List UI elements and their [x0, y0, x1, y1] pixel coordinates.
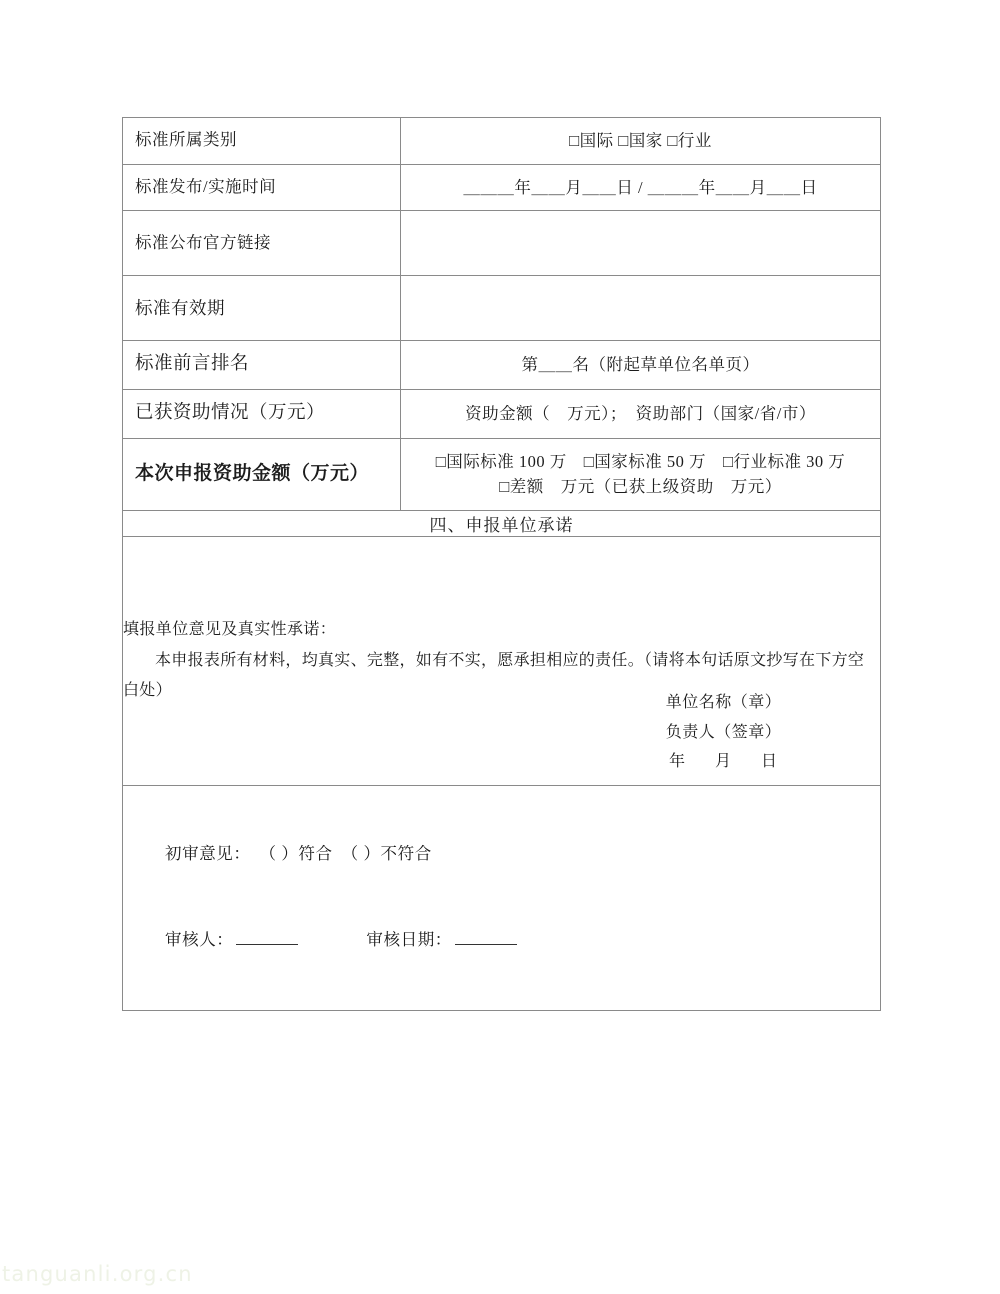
value-standard-category[interactable]: □国际 □国家 □行业 [569, 131, 712, 150]
table-row [123, 389, 881, 438]
commitment-row [123, 536, 881, 785]
row-value-cell[interactable] [401, 389, 881, 438]
label-official-link: 标准公布官方链接 [135, 232, 271, 252]
label-existing-funding: 已获资助情况（万元） [135, 402, 326, 423]
commitment-title: 填报单位意见及真实性承诺： [123, 621, 337, 639]
reviewer-label: 审核人： [165, 929, 234, 949]
signature-date-label[interactable]: 年 月 日 [668, 753, 784, 771]
row-label-cell [123, 276, 401, 341]
responsible-person-signature-label[interactable]: 负责人（签章） [665, 723, 782, 741]
value-validity-period[interactable] [401, 276, 880, 340]
value-release-implementation-date[interactable]: ＿＿＿年＿＿月＿＿日 / ＿＿＿年＿＿月＿＿日 [463, 177, 818, 197]
row-label-cell [123, 211, 401, 276]
value-requested-funding[interactable] [401, 439, 880, 510]
row-value-cell[interactable] [401, 164, 881, 211]
row-label-cell [123, 341, 401, 390]
review-date-label: 审核日期： [366, 929, 452, 949]
site-watermark: tanguanli.org.cn [2, 1262, 193, 1286]
row-value-cell[interactable] [401, 276, 881, 341]
table-row [123, 341, 881, 390]
table-row [123, 118, 881, 165]
requested-funding-options-line1[interactable]: □国际标准 100 万 □国家标准 50 万 □行业标准 30 万 [435, 451, 846, 471]
row-value-cell[interactable] [401, 341, 881, 390]
reviewer-input-line[interactable] [236, 930, 298, 945]
commitment-cell[interactable] [123, 536, 881, 785]
row-label-cell [123, 164, 401, 211]
row-value-cell[interactable] [401, 438, 881, 510]
requested-funding-options-line2[interactable]: □差额 万元（已获上级资助 万元） [499, 477, 782, 497]
application-form-table [122, 117, 881, 1011]
row-label-cell [123, 389, 401, 438]
row-label-cell [123, 438, 401, 510]
unit-name-signature-label[interactable]: 单位名称（章） [665, 693, 782, 711]
signature-block [663, 688, 784, 777]
label-release-implementation-date: 标准发布/实施时间 [135, 176, 277, 196]
label-foreword-ranking: 标准前言排名 [135, 354, 250, 375]
commitment-body: 本申报表所有材料，均真实、完整，如有不实，愿承担相应的责任。（请将本句话原文抄写在下方空白处） [123, 652, 865, 699]
label-validity-period: 标准有效期 [135, 298, 225, 318]
review-footer [165, 926, 517, 950]
table-row [123, 276, 881, 341]
value-foreword-ranking[interactable]: 第＿＿名（附起草单位名单页） [521, 355, 760, 375]
review-opinion-label: 初审意见： [165, 843, 251, 863]
preliminary-review-opinion [165, 840, 432, 864]
table-row [123, 438, 881, 510]
review-option-fail[interactable]: （ ）不符合 [341, 843, 432, 863]
section-heading-row [123, 510, 881, 536]
review-cell[interactable] [123, 785, 881, 1010]
label-standard-category: 标准所属类别 [135, 130, 237, 150]
table-row [123, 211, 881, 276]
section-heading-commitment: 四、申报单位承诺 [123, 510, 881, 536]
review-row [123, 785, 881, 1010]
review-date-input-line[interactable] [455, 930, 517, 945]
label-requested-funding: 本次申报资助金额（万元） [135, 462, 370, 484]
value-existing-funding[interactable]: 资助金额（ 万元）； 资助部门（国家/省/市） [465, 403, 816, 423]
row-value-cell[interactable] [401, 118, 881, 165]
row-label-cell [123, 118, 401, 165]
row-value-cell[interactable] [401, 211, 881, 276]
value-official-link[interactable] [401, 211, 880, 275]
review-option-pass[interactable]: （ ）符合 [259, 843, 333, 863]
table-row [123, 164, 881, 211]
